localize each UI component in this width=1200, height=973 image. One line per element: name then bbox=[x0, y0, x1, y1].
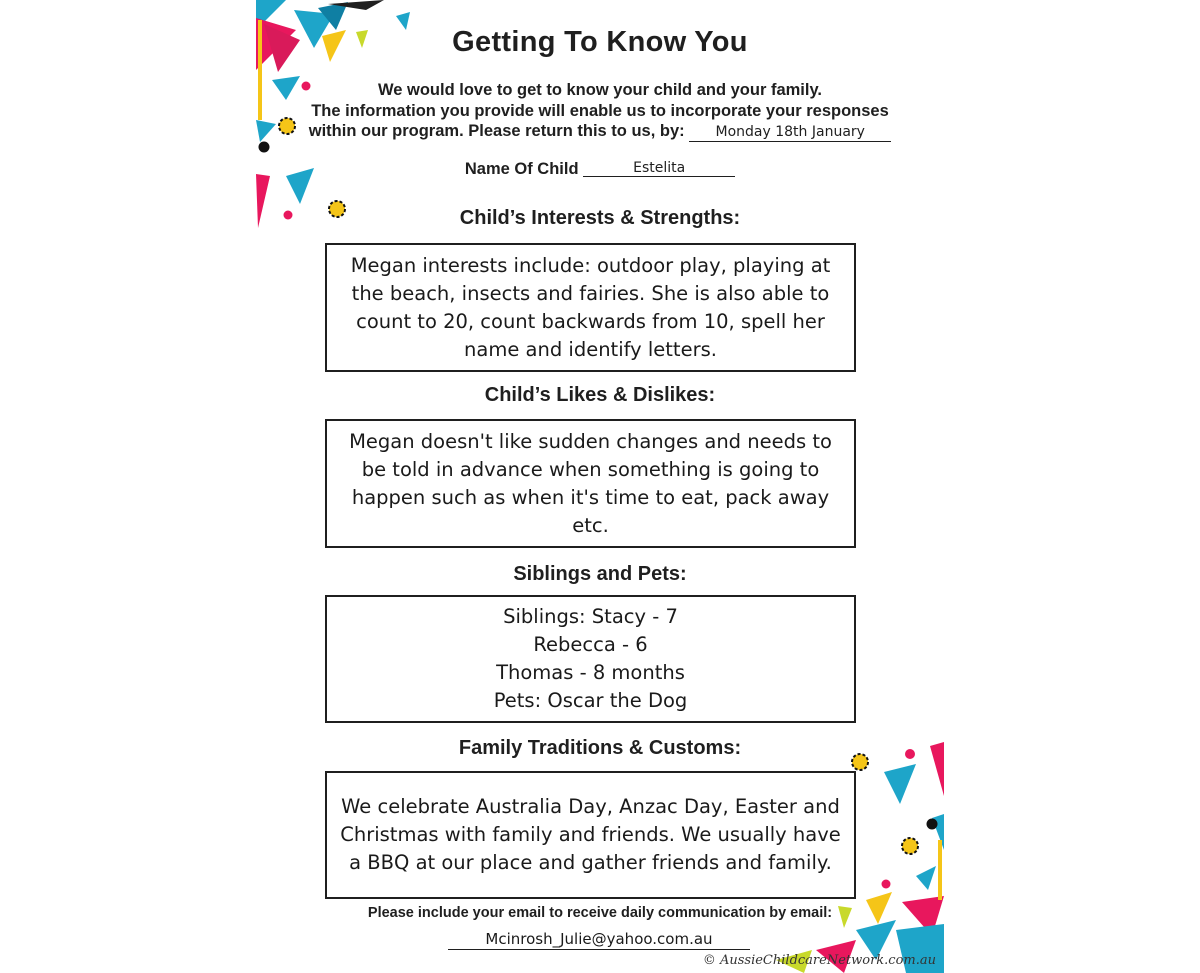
siblings-heading: Siblings and Pets: bbox=[513, 563, 687, 585]
intro-text bbox=[256, 80, 944, 142]
pets-line: Pets: Oscar the Dog bbox=[493, 689, 688, 712]
interests-heading: Child’s Interests & Strengths: bbox=[459, 207, 741, 229]
email-label: Please include your email to receive daily communication by email: bbox=[367, 905, 833, 921]
child-name-field[interactable]: Estelita bbox=[583, 160, 735, 177]
siblings-text bbox=[484, 603, 698, 715]
child-name-label: Name Of Child bbox=[464, 160, 579, 178]
siblings-line: Thomas - 8 months bbox=[496, 661, 685, 684]
traditions-heading: Family Traditions & Customs: bbox=[458, 737, 742, 759]
likes-text: Megan doesn't like sudden changes and needs to be told in advance when something is going to happen such as when it's time to eat, pack away etc. bbox=[349, 429, 832, 537]
return-by-label: within our program. Please return this to us, by: bbox=[308, 122, 685, 140]
form-sheet bbox=[256, 0, 944, 973]
copyright-text: © AussieChildcareNetwork.com.au bbox=[702, 953, 936, 968]
siblings-line: Rebecca - 6 bbox=[533, 633, 648, 656]
traditions-text: We celebrate Australia Day, Anzac Day, Easter and Christmas with family and friends. We usually have a BBQ at our place and gather friends and family. bbox=[340, 795, 841, 874]
intro-line-2: The information you provide will enable us to incorporate your responses bbox=[311, 101, 889, 120]
intro-line-3 bbox=[256, 121, 944, 142]
child-name-row bbox=[256, 160, 944, 179]
traditions-box[interactable] bbox=[325, 771, 856, 899]
likes-box[interactable] bbox=[325, 419, 856, 548]
form-title: Getting To Know You bbox=[452, 26, 748, 58]
email-field[interactable]: Mcinrosh_Julie@yahoo.com.au bbox=[448, 929, 750, 950]
return-date-field[interactable]: Monday 18th January bbox=[689, 124, 891, 142]
interests-box[interactable] bbox=[325, 243, 856, 372]
siblings-box[interactable] bbox=[325, 595, 856, 723]
siblings-line: Siblings: Stacy - 7 bbox=[503, 605, 678, 628]
likes-heading: Child’s Likes & Dislikes: bbox=[484, 384, 716, 406]
intro-line-1: We would love to get to know your child and your family. bbox=[377, 81, 822, 99]
interests-text: Megan interests include: outdoor play, playing at the beach, insects and fairies. She is also able to count to 20, count backwards from 10, spell her name and identify letters. bbox=[350, 253, 831, 361]
